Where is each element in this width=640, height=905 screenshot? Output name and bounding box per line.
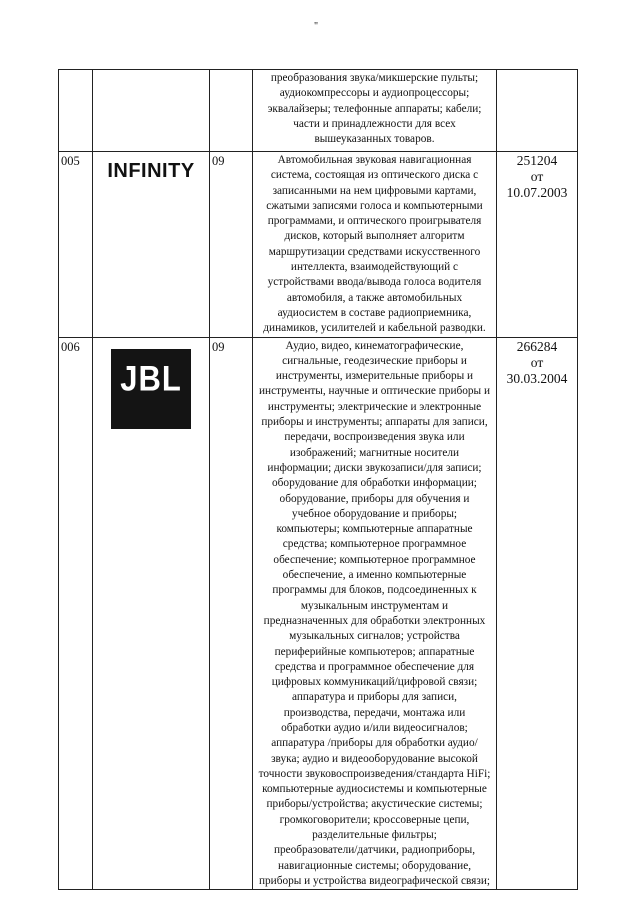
class-cell [210,337,253,890]
class-number: 09 [212,339,225,354]
description-line: навигационные системы; оборудование, [277,859,472,872]
description-line: преобразователи/датчики, радиоприборы, [273,844,476,857]
registration-date: 30.03.2004 [506,370,568,386]
description-line: динамиков, усилителей и кабельной разводки. [263,322,486,335]
description-line: устройствами ввода/вывода голоса водителя [267,276,482,289]
class-cell [210,70,253,152]
goods-description [253,70,496,147]
description-line: аппаратура и приборы для записи, [291,691,458,704]
table-row [59,337,578,890]
trademark-table [58,69,578,890]
description-line: производства, передачи, монтажа или [283,706,466,719]
description-line: Аудио, видео, кинематографические, [285,339,464,352]
description-line: средства; компьютерное программное [282,538,467,551]
goods-description [253,338,496,890]
registration-cell [497,337,578,890]
description-line: аудиосистем в составе радиоприемника, [277,306,472,319]
description-line: приборы и инструменты; аппараты для записи, [261,416,488,429]
class-number: 09 [212,154,225,168]
goods-description-cell [253,70,497,152]
description-line: изображений; магнитные носители [289,446,460,459]
row-number [59,70,92,72]
description-line: обеспечение; компьютерное программное [273,553,476,566]
registration-cell [497,70,578,152]
row-number-cell [59,70,93,152]
description-line: оборудование, приборы для обучения и [279,492,470,505]
row-number-cell [59,337,93,890]
description-line: программами, и оптического проигрывателя [267,215,482,228]
description-line: точности звуковоспроизведения/стандарта HiFi; [258,767,491,780]
description-line: оборудование для обработки информации; [272,477,477,490]
description-line: маршрутизации средствами искусственного [268,245,481,258]
description-line: музыкальным инструментам и [300,599,449,612]
description-line: Автомобильная звуковая навигационная [277,154,472,166]
description-line: инструменты, измерительные приборы и [275,370,474,383]
infinity-logo: INFINITY [107,160,195,182]
description-line: эквалайзеры; телефонные аппараты; кабели; [267,102,482,115]
class-cell [210,152,253,338]
description-line: преобразования звука/микшерские пульты; [270,72,479,84]
description-line: информации; диски звукозаписи/для записи; [267,461,482,474]
registration-number: 266284 [516,338,558,354]
goods-description-cell [253,152,497,338]
description-line: компьютерные аудиосистемы и компьютерные [262,783,487,796]
description-line: средства и программное обеспечение для [274,660,475,673]
description-line: приборы и устройства видеографической связи; [258,874,491,887]
logo-cell [93,70,210,152]
class-number [210,70,252,72]
goods-description-cell [253,337,497,890]
description-line: система, состоящая из оптического диска с [270,169,479,182]
description-line: цифровых коммуникаций/цифровой связи; [271,676,478,689]
description-line: сигнальные, геодезические приборы и [282,354,467,367]
registration-date: 10.07.2003 [506,185,568,200]
description-line: обработки аудио и/или видеосигналов; [281,721,468,734]
registration-from: от [530,354,544,370]
goods-description [253,152,496,337]
jbl-logo-text: JBL [120,357,182,399]
description-line: громкоговорители; кроссоверные цепи, [279,813,470,826]
description-line: автомобиля, а также автомобильных [286,291,463,304]
logo-cell [93,152,210,338]
page-mark: " [314,21,319,32]
table-row [59,152,578,338]
description-line: передачи, воспроизведения звука или [284,431,465,444]
description-line: дисков, который выполняет алгоритм [284,230,465,243]
description-line: инструменты, научные и оптические приборы и [258,385,490,398]
jbl-logo [111,349,191,429]
description-line: аудиокомпрессоры и аудиопроцессоры; [279,87,470,100]
description-line: части и принадлежности для всех [293,117,456,130]
row-number: 006 [61,339,80,354]
description-line: звука; аудио и видеооборудование высокой [271,752,478,765]
description-line: обеспечение, а именно компьютерные [282,569,467,582]
table-row [59,70,578,152]
description-line: инструменты; электрические и электронные [267,400,482,413]
description-line: музыкальных сигналов; устройства [289,630,460,643]
row-number-cell [59,152,93,338]
description-line: сжатыми записями голоса и компьютерными [266,199,483,212]
row-number: 005 [61,154,80,168]
description-line: учебное оборудование и приборы; [291,507,458,520]
description-line: вышеуказанных товаров. [314,133,435,146]
description-line: интеллекта, взаимодействующий с [290,261,459,274]
description-line: программы для блоков, подсоединенных к [272,584,477,597]
registration-cell [497,152,578,338]
description-line: компьютеры; компьютерные аппаратные [276,523,473,536]
description-line: аппаратура /приборы для обработки аудио/ [271,737,478,750]
description-line: приборы/устройства; акустические системы; [266,798,483,811]
description-line: разделительные фильтры; [312,829,437,842]
logo-cell [93,337,210,890]
registration-number: 251204 [516,153,558,168]
description-line: периферийные компьютеров; аппаратные [274,645,475,658]
description-line: предназначенных для обработки электронных [263,614,486,627]
registration-from: от [530,169,544,184]
description-line: записанными на нем цифровыми картами, [272,184,477,197]
